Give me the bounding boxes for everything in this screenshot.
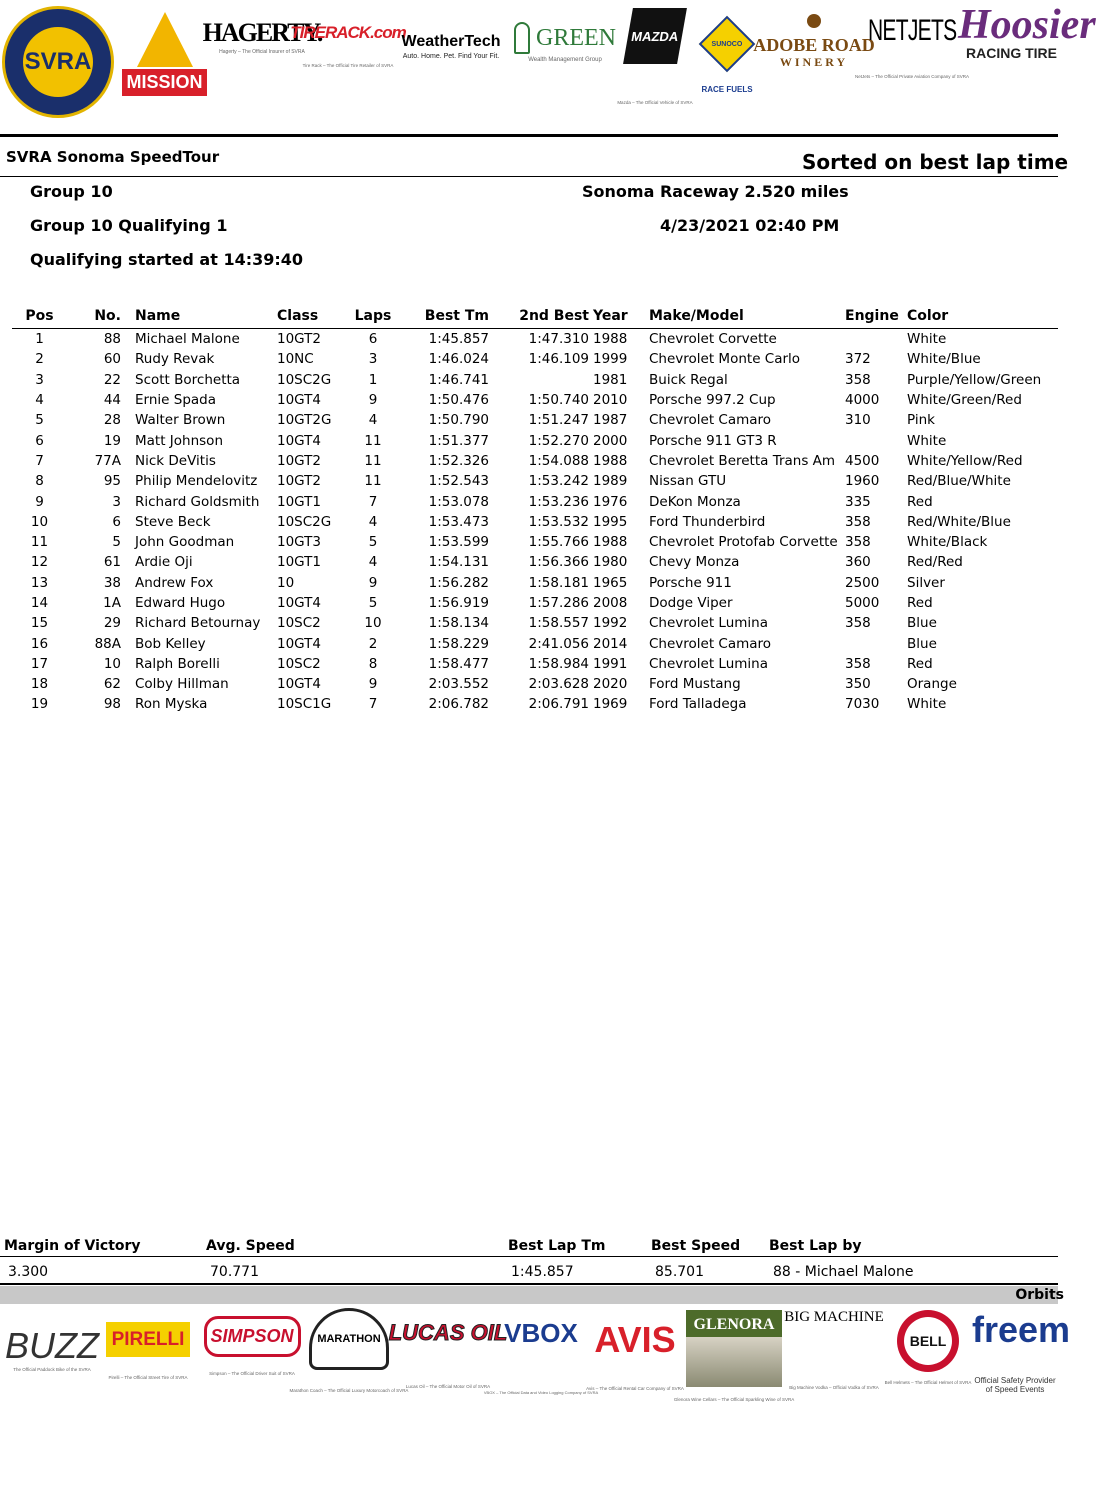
sponsor-hoosier: Hoosier RACING TIRE [958,2,1096,61]
make-model-cell: Ford Thunderbird [649,513,766,530]
pos-cell: 1 [35,331,44,348]
driver-name-cell: Bob Kelley [135,635,206,652]
sponsor-lucas-oil: LUCAS OIL Lucas Oil – The Official Motor Oil of SVRA [388,1320,508,1389]
engine-cell [845,633,907,653]
pos-cell: 13 [30,574,49,591]
engine-cell: 5000 [845,595,880,611]
driver-name-cell: Edward Hugo [135,595,226,611]
driver-name-cell: Andrew Fox [135,574,214,591]
car-number-cell: 28 [103,412,121,429]
best-time-cell: 1:56.919 [428,595,489,611]
engine-cell: 358 [845,513,871,530]
make-model-cell: Chevrolet Camaro [649,635,772,652]
event-title: SVRA Sonoma SpeedTour [6,148,220,166]
laps-cell: 9 [368,574,378,591]
make-model-cell: Porsche 911 [649,574,732,591]
driver-name-cell: Nick DeVitis [135,452,216,469]
year-cell: 1992 [593,615,628,632]
sort-note: Sorted on best lap time [802,150,1069,174]
table-row [12,552,1058,572]
pos-cell: 12 [30,554,49,571]
svra-logo [2,6,114,118]
table-row [12,654,1058,674]
make-model-cell: Porsche 997.2 Cup [649,392,776,409]
pos-cell: 4 [35,392,44,409]
class-cell: 10GT1 [277,493,321,510]
color-cell: White/Blue [907,351,981,368]
pos-cell: 8 [35,473,44,490]
class-cell: 10NC [277,351,314,368]
make-model-cell: Ford Talladega [649,696,747,713]
year-cell: 1976 [593,493,628,510]
laps-cell: 4 [368,513,378,530]
driver-name-cell: Scott Borchetta [135,371,241,388]
make-model-cell: Porsche 911 GT3 R [649,432,777,449]
best-time-cell: 1:51.377 [428,432,489,449]
make-model-cell: Chevrolet Lumina [649,615,769,632]
car-number-cell: 44 [103,392,121,409]
year-cell: 2020 [593,676,628,693]
class-cell: 10SC2G [277,513,332,530]
sponsor-netjets: NETJETS NetJets – The Official Private Aviation Company of SVRA [854,14,970,79]
second-best-cell: 1:50.740 [528,392,589,409]
col-header-make-model: Make/Model [649,307,845,329]
make-model-cell: Chevrolet Lumina [649,655,769,672]
engine-cell: 358 [845,534,871,551]
sponsor-mazda: MAZDA Mazda – The Official Vehicle of SVRA [622,8,688,105]
col-header-second-best: 2nd Best [493,307,593,329]
engine-cell: 358 [845,615,871,632]
best-speed-label: Best Speed [651,1238,741,1254]
color-cell: White/Yellow/Red [907,452,1023,469]
pos-cell: 5 [35,412,44,429]
make-model-cell: DeKon Monza [649,493,741,510]
class-cell: 10SC1G [277,696,332,713]
class-cell: 10 [277,574,295,591]
driver-name-cell: Steve Beck [135,513,211,530]
best-time-cell: 1:50.476 [428,392,489,409]
year-cell: 1987 [593,412,628,429]
glenora-photo [686,1337,782,1387]
color-cell: Blue [907,615,937,632]
second-best-cell: 1:47.310 [528,331,589,348]
table-row [12,430,1058,450]
table-row [12,471,1058,491]
header-divider [0,134,1058,137]
class-cell: 10SC2 [277,655,321,672]
second-best-cell: 1:52.270 [528,432,589,449]
laps-cell: 6 [368,331,378,348]
sponsor-weathertech: WeatherTech Auto. Home. Pet. Find Your Fit. [401,33,501,60]
best-time-cell: 1:46.024 [428,351,489,368]
sponsor-vbox: VBOX VBOX – The Official Data and Video Logging Company of SVRA [483,1318,599,1395]
best-time-cell: 1:45.857 [428,331,489,348]
table-row [12,390,1058,410]
table-row [12,633,1058,653]
driver-name-cell: Philip Mendelovitz [135,473,258,490]
car-number-cell: 88A [94,635,121,652]
laps-cell: 8 [368,655,378,672]
color-cell: Silver [907,574,945,591]
engine-cell: 358 [845,371,871,388]
best-lap-by-value: 88 - Michael Malone [773,1264,914,1280]
make-model-cell: Chevrolet Monte Carlo [649,351,801,368]
best-time-cell: 1:53.599 [428,534,489,551]
pos-cell: 11 [30,534,49,551]
pos-cell: 2 [35,351,44,368]
driver-name-cell: Richard Goldsmith [135,493,260,510]
table-row [12,694,1058,714]
car-number-cell: 22 [103,371,121,388]
sponsor-big-machine: BIG MACHINE Big Machine Vodka – Official Vodka of SVRA [784,1309,884,1390]
second-best-cell: 1:51.247 [528,412,589,429]
table-row [12,410,1058,430]
make-model-cell: Chevrolet Camaro [649,412,772,429]
second-best-cell [493,370,593,390]
year-cell: 2008 [593,595,628,611]
col-header-best: Best Tm [397,307,493,329]
year-cell: 1981 [593,371,628,388]
color-cell: Red/Red [907,554,963,571]
best-lap-by-label: Best Lap by [769,1238,862,1254]
class-cell: 10GT4 [277,432,321,449]
class-cell: 10GT2G [277,412,332,429]
car-number-cell: 10 [103,655,121,672]
pos-cell: 18 [30,676,49,693]
color-cell: White [907,432,947,449]
margin-of-victory-label: Margin of Victory [4,1238,141,1254]
laps-cell: 11 [364,452,382,469]
best-time-cell: 1:58.134 [428,615,489,632]
col-header-pos: Pos [12,307,67,329]
class-cell: 10GT2 [277,452,321,469]
year-cell: 1969 [593,696,628,713]
pos-cell: 6 [35,432,44,449]
col-header-name: Name [135,307,277,329]
car-number-cell: 98 [103,696,121,713]
class-cell: 10GT4 [277,392,321,409]
best-time-cell: 2:06.782 [428,696,489,713]
car-number-cell: 1A [103,595,121,611]
col-header-laps: Laps [349,307,397,329]
second-best-cell: 1:55.766 [528,534,589,551]
car-number-cell: 60 [103,351,121,368]
best-time-cell: 1:46.741 [428,371,489,388]
engine-cell: 350 [845,676,871,693]
class-cell: 10SC2G [277,371,332,388]
car-number-cell: 5 [112,534,121,551]
second-best-cell: 2:03.628 [528,676,589,693]
sponsor-mission: MISSION [122,10,207,110]
driver-name-cell: Ralph Borelli [135,655,220,672]
table-header-row [12,307,1058,329]
laps-cell: 10 [364,615,382,632]
sunoco-diamond-icon: SUNOCO [699,16,756,73]
sponsor-green-wealth: GREEN Wealth Management Group [515,22,615,63]
color-cell: Red/Blue/White [907,473,1011,490]
sponsor-pirelli: PIRELLI Pirelli – The Official Street Tire of SVRA [104,1316,192,1380]
color-cell: Purple/Yellow/Green [907,371,1042,388]
make-model-cell: Ford Mustang [649,676,741,693]
table-row [12,451,1058,471]
color-cell: Red/White/Blue [907,513,1011,530]
sponsor-buzz: BUZZ The Official Paddock Bike of the SVRA [5,1325,99,1372]
engine-cell: 4000 [845,392,880,409]
class-cell: 10SC2 [277,615,321,632]
best-time-cell: 1:50.790 [428,412,489,429]
year-cell: 2014 [593,635,628,652]
make-model-cell: Chevrolet Corvette [649,331,777,348]
driver-name-cell: Colby Hillman [135,676,229,693]
second-best-cell: 1:58.984 [528,655,589,672]
table-row [12,532,1058,552]
engine-cell [845,329,907,350]
bell-logo-icon: BELL [897,1310,959,1372]
sponsor-marathon: MARATHON Marathon Coach – The Official Luxury Motorcoach of SVRA [302,1308,396,1393]
best-time-cell: 2:03.552 [428,676,489,693]
driver-name-cell: Ardie Oji [135,554,193,571]
car-number-cell: 29 [103,615,121,632]
mission-logo-icon [137,12,193,67]
laps-cell: 11 [364,473,382,490]
laps-cell: 9 [368,392,378,409]
table-row [12,349,1058,369]
col-header-year: Year [593,307,649,329]
best-lap-value: 1:45.857 [511,1264,574,1280]
second-best-cell: 2:06.791 [528,696,589,713]
group-label: Group 10 [30,182,113,201]
session-label: Group 10 Qualifying 1 [30,216,228,235]
sponsor-hagerty: HAGERTY. Hagerty – The Official Insurer of SVRA [202,18,322,55]
second-best-cell: 1:53.242 [528,473,589,490]
driver-name-cell: Richard Betournay [135,615,261,632]
second-best-cell: 1:56.366 [528,554,589,571]
best-lap-label: Best Lap Tm [508,1238,606,1254]
col-header-class: Class [277,307,349,329]
second-best-cell: 1:58.557 [528,615,589,632]
table-row [12,613,1058,633]
footer-divider [0,1256,1058,1257]
driver-name-cell: Matt Johnson [135,432,224,449]
second-best-cell: 1:46.109 [528,351,589,368]
sponsor-simpson: SIMPSON Simpson – The Official Driver Suit of SVRA [206,1314,298,1376]
best-time-cell: 1:56.282 [428,574,489,591]
second-best-cell: 2:41.056 [528,635,589,652]
car-number-cell: 38 [103,574,121,591]
second-best-cell: 1:54.088 [528,452,589,469]
year-cell: 1999 [593,351,628,368]
sponsor-avis: AVIS Avis – The Official Rental Car Company of SVRA [586,1319,684,1391]
sponsor-adobe-road: ADOBE ROAD WINERY [764,14,864,68]
avg-speed-value: 70.771 [210,1264,259,1280]
car-number-cell: 61 [103,554,121,571]
car-number-cell: 19 [103,432,121,449]
driver-name-cell: Walter Brown [135,412,226,429]
car-number-cell: 95 [103,473,121,490]
engine-cell: 335 [845,493,871,510]
table-row [12,491,1058,511]
car-number-cell: 6 [112,513,121,530]
track-label: Sonoma Raceway 2.520 miles [582,182,849,201]
color-cell: Blue [907,635,937,652]
laps-cell: 5 [368,534,378,551]
engine-cell: 360 [845,554,871,571]
margin-of-victory-value: 3.300 [8,1264,49,1280]
table-row [12,674,1058,694]
make-model-cell: Chevrolet Protofab Corvette [649,534,838,551]
driver-name-cell: Ernie Spada [135,392,216,409]
sponsor-tirerack: TIRERACK.com Tire Rack – The Official Tire Retailer of SVRA [290,23,406,68]
best-time-cell: 1:54.131 [428,554,489,571]
start-time: Qualifying started at 14:39:40 [30,250,304,269]
make-model-cell: Chevy Monza [649,554,740,571]
year-cell: 2010 [593,392,628,409]
col-header-engine: Engine [845,307,907,329]
pos-cell: 19 [30,696,49,713]
pos-cell: 9 [35,493,44,510]
pos-cell: 14 [30,595,49,611]
year-cell: 1988 [593,331,628,348]
best-time-cell: 1:52.543 [428,473,489,490]
best-time-cell: 1:52.326 [428,452,489,469]
car-number-cell: 3 [112,493,121,510]
best-time-cell: 1:53.078 [428,493,489,510]
make-model-cell: Nissan GTU [649,473,727,490]
make-model-cell: Chevrolet Beretta Trans Am [649,452,836,469]
year-cell: 1980 [593,554,628,571]
color-cell: White [907,696,947,713]
best-time-cell: 1:53.473 [428,513,489,530]
year-cell: 2000 [593,432,628,449]
sponsor-bell: BELL Bell Helmets – The Official Helmet of SVRA [888,1310,968,1385]
car-number-cell: 62 [103,676,121,693]
color-cell: Red [907,655,933,672]
laps-cell: 11 [364,432,382,449]
svra-logo-text: SVRA [24,48,92,75]
second-best-cell: 1:53.532 [528,513,589,530]
subheader-divider [0,176,1058,177]
laps-cell: 7 [368,696,378,713]
class-cell: 10GT1 [277,554,321,571]
color-cell: Red [907,493,933,510]
pos-cell: 10 [30,513,49,530]
driver-name-cell: Rudy Revak [135,351,215,368]
driver-name-cell: Ron Myska [135,696,208,713]
second-best-cell: 1:58.181 [528,574,589,591]
best-time-cell: 1:58.229 [428,635,489,652]
table-row [12,573,1058,593]
class-cell: 10GT4 [277,676,321,693]
engine-cell: 7030 [845,696,880,713]
class-cell: 10GT4 [277,595,321,611]
year-cell: 1965 [593,574,628,591]
orbits-label: Orbits [1015,1287,1064,1303]
sponsor-banner-bottom [0,1308,1071,1408]
engine-cell: 1960 [845,473,880,490]
year-cell: 1989 [593,473,628,490]
engine-cell: 358 [845,655,871,672]
engine-cell [845,430,907,450]
results-body [12,329,1058,715]
color-cell: White/Green/Red [907,392,1022,409]
laps-cell: 4 [368,412,378,429]
color-cell: White/Black [907,534,988,551]
sponsor-freem: freem Official Safety Provider of Speed Events [972,1309,1071,1394]
engine-cell: 2500 [845,574,880,591]
color-cell: Pink [907,412,935,429]
pos-cell: 3 [35,371,44,388]
best-time-cell: 1:58.477 [428,655,489,672]
car-number-cell: 77A [94,452,121,469]
laps-cell: 4 [368,554,378,571]
pos-cell: 7 [35,452,44,469]
col-header-color: Color [907,307,1058,329]
table-row [12,370,1058,390]
table-row [12,329,1058,350]
pos-cell: 15 [30,615,49,632]
class-cell: 10GT2 [277,331,321,348]
best-speed-value: 85.701 [655,1264,704,1280]
laps-cell: 7 [368,493,378,510]
class-cell: 10GT3 [277,534,321,551]
engine-cell: 4500 [845,452,880,469]
car-number-cell: 88 [103,331,121,348]
second-best-cell: 1:53.236 [528,493,589,510]
sponsor-sunoco: SUNOCO RACE FUELS [702,10,752,94]
driver-name-cell: Michael Malone [135,331,240,348]
year-cell: 1995 [593,513,628,530]
pos-cell: 17 [30,655,49,672]
table-row [12,512,1058,532]
laps-cell: 5 [368,595,378,611]
engine-cell: 372 [845,351,871,368]
laps-cell: 3 [368,351,378,368]
avg-speed-label: Avg. Speed [206,1238,295,1254]
footer-bottom-rule [0,1283,1058,1285]
laps-cell: 2 [368,635,378,652]
adobe-road-emblem-icon [807,14,821,28]
sponsor-glenora: GLENORA Glenora Wine Cellars – The Official Sparkling Wine of SVRA [684,1310,784,1402]
color-cell: Orange [907,676,957,693]
laps-cell: 9 [368,676,378,693]
engine-cell: 310 [845,412,871,429]
class-cell: 10GT4 [277,635,321,652]
sponsor-banner-top [0,0,1096,125]
year-cell: 1988 [593,534,628,551]
pos-cell: 16 [30,635,49,652]
class-cell: 10GT2 [277,473,321,490]
driver-name-cell: John Goodman [135,534,235,551]
year-cell: 1991 [593,655,628,672]
session-datetime: 4/23/2021 02:40 PM [660,216,840,235]
orbits-bar [0,1286,1064,1304]
table-row [12,593,1058,613]
color-cell: White [907,331,947,348]
make-model-cell: Buick Regal [649,371,728,388]
make-model-cell: Dodge Viper [649,595,733,611]
second-best-cell: 1:57.286 [528,595,589,611]
green-logo-icon [514,22,530,54]
color-cell: Red [907,595,933,611]
laps-cell: 1 [368,371,378,388]
col-header-no: No. [67,307,135,329]
marathon-logo-icon: MARATHON [309,1308,389,1370]
results-table [12,307,1058,715]
year-cell: 1988 [593,452,628,469]
